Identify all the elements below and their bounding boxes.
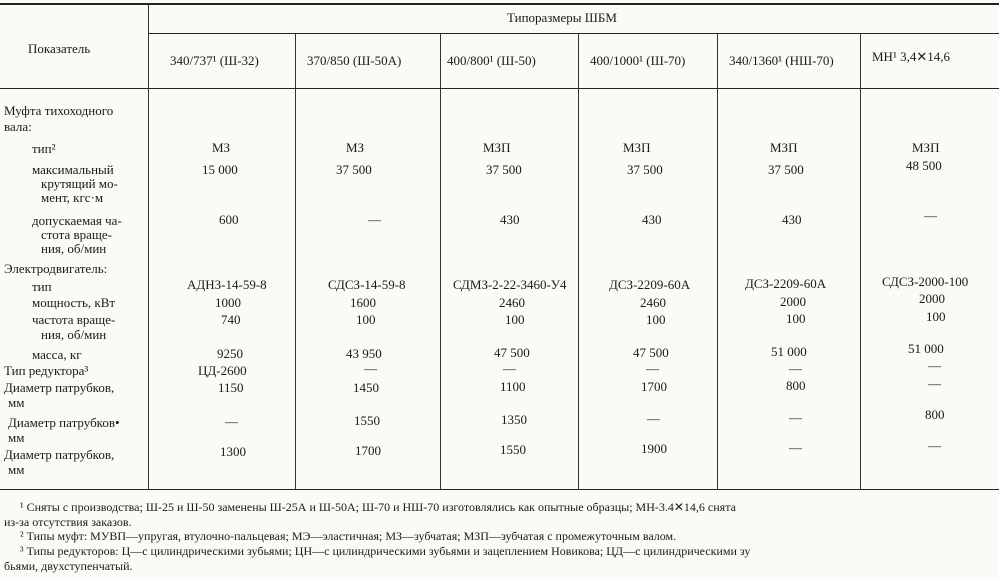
column-header: 340/1360¹ (НШ-70) (729, 53, 834, 68)
table-cell: 1300 (220, 444, 246, 459)
table-cell: 1100 (500, 379, 526, 394)
table-cell: 37 500 (627, 162, 663, 177)
table-cell: — (789, 361, 802, 376)
header-bottom-rule (0, 88, 999, 89)
table-cell: — (225, 414, 238, 429)
row-label: допускаемая ча- (32, 213, 122, 228)
table-cell: МЗП (623, 140, 651, 155)
indicator-header: Показатель (28, 41, 91, 56)
row-label: частота враще- (32, 312, 116, 327)
table-cell: 1000 (215, 295, 241, 310)
table-cell: АДНЗ-14-59-8 (187, 277, 267, 292)
table-cell: 37 500 (486, 162, 522, 177)
table-cell: 43 950 (346, 346, 382, 361)
table-cell: МЗ (346, 140, 365, 155)
table-cell: — (928, 376, 941, 391)
table-cell: 1700 (355, 443, 381, 458)
footnote: ³ Типы редукторов: Ц—с цилиндрическими зубьями; ЦН—с цилиндрическими зубьями и зацеплением Новикова; ЦД—с цилиндрическими зу (20, 544, 751, 558)
row-label: Диаметр патрубков, (4, 380, 115, 395)
column-header: 370/850 (Ш-50А) (307, 53, 402, 68)
table-cell: — (646, 361, 659, 376)
table-cell: МЗП (483, 140, 511, 155)
table-cell: 37 500 (768, 162, 804, 177)
column-header: МН¹ 3,4✕14,6 (872, 49, 950, 64)
table-cell: 430 (642, 212, 662, 227)
row-label: Тип редуктора³ (4, 363, 89, 378)
row-label: мощность, кВт (32, 295, 116, 310)
table-cell: 51 000 (908, 341, 944, 356)
table-cell: 430 (782, 212, 802, 227)
table-cell: 2460 (499, 295, 525, 310)
column-divider (717, 33, 718, 489)
row-label: тип (32, 279, 52, 294)
row-label: Муфта тихоходного (4, 103, 114, 118)
table-cell: 2000 (919, 291, 945, 306)
footnote: ¹ Сняты с производства; Ш-25 и Ш-50 заменены Ш-25А и Ш-50А; Ш-70 и НШ-70 изготовлялись как опытные образцы; МН-3.4✕14,6 снята (20, 500, 736, 514)
table-cell: 48 500 (906, 158, 942, 173)
column-divider (578, 33, 579, 489)
table-cell: — (503, 361, 516, 376)
table-cell: 1700 (641, 379, 667, 394)
footnote: из-за отсутствия заказов. (4, 515, 132, 529)
table-cell: — (789, 410, 802, 425)
table-cell: СДСЗ-2000-100 (882, 274, 969, 289)
row-label: мм (8, 462, 25, 477)
table-cell: 2000 (780, 294, 806, 309)
row-label: Диаметр патрубков, (4, 447, 115, 462)
row-label: вала: (4, 119, 32, 134)
table-cell: — (924, 208, 937, 223)
table-cell: 1550 (500, 442, 526, 457)
column-divider (440, 33, 441, 489)
row-label: мм (8, 430, 25, 445)
table-cell: 47 500 (494, 345, 530, 360)
row-label: тип² (32, 141, 56, 156)
table-cell: ЦД-2600 (198, 363, 247, 378)
column-divider (295, 33, 296, 489)
footnote: бьями, двухступенчатый. (4, 559, 133, 573)
table-cell: 1350 (501, 412, 527, 427)
table-cell: 800 (786, 378, 806, 393)
table-cell: МЗП (912, 140, 940, 155)
group-header: Типоразмеры ШБМ (507, 10, 617, 25)
row-label: крутящий мо- (41, 176, 118, 191)
table-cell: 2460 (640, 295, 666, 310)
column-header: 400/1000¹ (Ш-70) (590, 53, 686, 68)
table-cell: СДСЗ-14-59-8 (328, 277, 406, 292)
table-cell: 51 000 (771, 344, 807, 359)
column-header: 400/800¹ (Ш-50) (447, 53, 536, 68)
table-cell: 800 (925, 407, 945, 422)
column-divider (148, 5, 149, 489)
table-cell: 740 (221, 312, 241, 327)
table-cell: 100 (505, 312, 525, 327)
table-cell: 9250 (217, 346, 243, 361)
table-cell: — (789, 440, 802, 455)
table-cell: 1550 (354, 413, 380, 428)
row-label: ния, об/мин (41, 327, 107, 342)
row-label: ния, об/мин (41, 241, 107, 256)
table-cell: 600 (219, 212, 239, 227)
table-cell: 47 500 (633, 345, 669, 360)
table-cell: 15 000 (202, 162, 238, 177)
table-cell: 100 (926, 309, 946, 324)
column-divider (860, 33, 861, 489)
column-header: 340/737¹ (Ш-32) (170, 53, 259, 68)
table-cell: — (928, 358, 941, 373)
table-cell: 100 (786, 311, 806, 326)
header-group-rule (148, 33, 999, 34)
table-bottom-rule (0, 489, 999, 490)
table-cell: ДСЗ-2209-60А (745, 276, 827, 291)
table-cell: 100 (356, 312, 376, 327)
table-cell: 1900 (641, 441, 667, 456)
table-cell: МЗ (212, 140, 231, 155)
table-cell: — (647, 411, 660, 426)
table-cell: 430 (500, 212, 520, 227)
table-cell: 1150 (218, 380, 244, 395)
table-cell: 37 500 (336, 162, 372, 177)
table-cell: МЗП (770, 140, 798, 155)
table-cell: СДМЗ-2-22-3460-У4 (453, 277, 567, 292)
footnote: ² Типы муфт: МУВП—упругая, втулочно-пальцевая; МЭ—эластичная; МЗ—зубчатая; МЗП—зубчатая с промежуточным валом. (20, 529, 677, 543)
row-label: мент, кгс·м (41, 190, 104, 205)
table-cell: ДСЗ-2209-60А (609, 277, 691, 292)
table-cell: — (364, 361, 377, 376)
row-label: Диаметр патрубков• (8, 415, 120, 430)
table-cell: — (368, 212, 381, 227)
row-label: Электродвигатель: (4, 261, 108, 276)
table-top-rule (0, 3, 999, 5)
table-cell: — (928, 438, 941, 453)
row-label: масса, кг (32, 347, 82, 362)
row-label: стота враще- (41, 227, 112, 242)
table-cell: 1600 (350, 295, 376, 310)
row-label: мм (8, 395, 25, 410)
table-cell: 1450 (353, 380, 379, 395)
table-cell: 100 (646, 312, 666, 327)
row-label: максимальный (32, 162, 114, 177)
